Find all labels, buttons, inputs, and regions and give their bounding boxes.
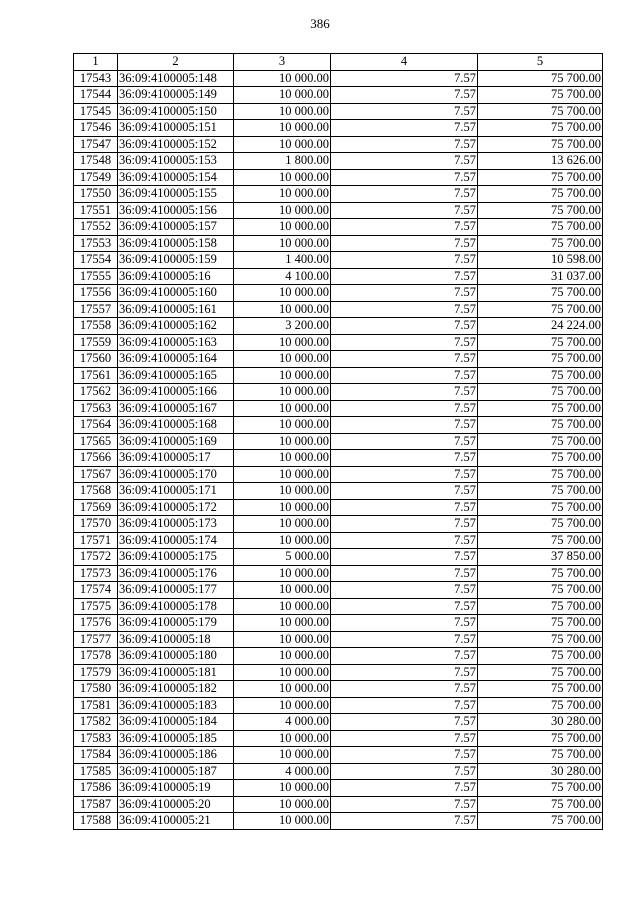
rate-cell: 7.57 [331, 87, 478, 104]
cadastral-number-cell: 36:09:4100005:157 [118, 219, 234, 236]
row-number-cell: 17553 [74, 235, 118, 252]
rate-cell: 7.57 [331, 598, 478, 615]
table-row [74, 483, 603, 500]
rate-cell: 7.57 [331, 532, 478, 549]
value-cell: 30 280.00 [478, 714, 603, 731]
row-number-cell: 17578 [74, 648, 118, 665]
value-cell: 75 700.00 [478, 780, 603, 797]
cadastral-number-cell: 36:09:4100005:172 [118, 499, 234, 516]
rate-cell: 7.57 [331, 631, 478, 648]
value-cell: 75 700.00 [478, 483, 603, 500]
row-number-cell: 17565 [74, 433, 118, 450]
row-number-cell: 17561 [74, 367, 118, 384]
table-row [74, 499, 603, 516]
rate-cell: 7.57 [331, 400, 478, 417]
value-cell: 75 700.00 [478, 433, 603, 450]
row-number-cell: 17544 [74, 87, 118, 104]
area-cell: 10 000.00 [234, 70, 331, 87]
area-cell: 10 000.00 [234, 450, 331, 467]
value-cell: 75 700.00 [478, 615, 603, 632]
table-row [74, 103, 603, 120]
area-cell: 10 000.00 [234, 780, 331, 797]
table-row [74, 87, 603, 104]
cadastral-number-cell: 36:09:4100005:159 [118, 252, 234, 269]
table-row [74, 648, 603, 665]
area-cell: 10 000.00 [234, 664, 331, 681]
area-cell: 4 000.00 [234, 763, 331, 780]
cadastral-number-cell: 36:09:4100005:173 [118, 516, 234, 533]
table-row [74, 334, 603, 351]
row-number-cell: 17570 [74, 516, 118, 533]
value-cell: 75 700.00 [478, 301, 603, 318]
area-cell: 10 000.00 [234, 334, 331, 351]
rate-cell: 7.57 [331, 730, 478, 747]
area-cell: 10 000.00 [234, 796, 331, 813]
value-cell: 75 700.00 [478, 351, 603, 368]
area-cell: 10 000.00 [234, 466, 331, 483]
table-row [74, 417, 603, 434]
value-cell: 75 700.00 [478, 103, 603, 120]
area-cell: 10 000.00 [234, 532, 331, 549]
cadastral-number-cell: 36:09:4100005:184 [118, 714, 234, 731]
column-header-5: 5 [478, 54, 603, 71]
row-number-cell: 17556 [74, 285, 118, 302]
rate-cell: 7.57 [331, 186, 478, 203]
row-number-cell: 17546 [74, 120, 118, 137]
rate-cell: 7.57 [331, 648, 478, 665]
area-cell: 10 000.00 [234, 483, 331, 500]
row-number-cell: 17585 [74, 763, 118, 780]
area-cell: 10 000.00 [234, 384, 331, 401]
cadastral-number-cell: 36:09:4100005:151 [118, 120, 234, 137]
cadastral-number-cell: 36:09:4100005:162 [118, 318, 234, 335]
table-row [74, 120, 603, 137]
rate-cell: 7.57 [331, 499, 478, 516]
cadastral-number-cell: 36:09:4100005:160 [118, 285, 234, 302]
area-cell: 10 000.00 [234, 169, 331, 186]
row-number-cell: 17573 [74, 565, 118, 582]
value-cell: 75 700.00 [478, 367, 603, 384]
table-row [74, 136, 603, 153]
row-number-cell: 17577 [74, 631, 118, 648]
value-cell: 75 700.00 [478, 796, 603, 813]
table-row [74, 318, 603, 335]
area-cell: 10 000.00 [234, 565, 331, 582]
area-cell: 10 000.00 [234, 235, 331, 252]
rate-cell: 7.57 [331, 120, 478, 137]
row-number-cell: 17572 [74, 549, 118, 566]
area-cell: 10 000.00 [234, 747, 331, 764]
value-cell: 75 700.00 [478, 202, 603, 219]
rate-cell: 7.57 [331, 70, 478, 87]
rate-cell: 7.57 [331, 384, 478, 401]
row-number-cell: 17547 [74, 136, 118, 153]
rate-cell: 7.57 [331, 351, 478, 368]
row-number-cell: 17586 [74, 780, 118, 797]
table-row [74, 153, 603, 170]
cadastral-number-cell: 36:09:4100005:168 [118, 417, 234, 434]
value-cell: 75 700.00 [478, 136, 603, 153]
row-number-cell: 17574 [74, 582, 118, 599]
value-cell: 10 598.00 [478, 252, 603, 269]
area-cell: 4 100.00 [234, 268, 331, 285]
rate-cell: 7.57 [331, 747, 478, 764]
value-cell: 75 700.00 [478, 384, 603, 401]
cadastral-number-cell: 36:09:4100005:161 [118, 301, 234, 318]
table-row [74, 301, 603, 318]
area-cell: 10 000.00 [234, 186, 331, 203]
table-row [74, 763, 603, 780]
rate-cell: 7.57 [331, 301, 478, 318]
column-header-4: 4 [331, 54, 478, 71]
row-number-cell: 17587 [74, 796, 118, 813]
cadastral-number-cell: 36:09:4100005:186 [118, 747, 234, 764]
cadastral-number-cell: 36:09:4100005:171 [118, 483, 234, 500]
cadastral-number-cell: 36:09:4100005:155 [118, 186, 234, 203]
page-number: 386 [310, 16, 330, 31]
rate-cell: 7.57 [331, 417, 478, 434]
value-cell: 30 280.00 [478, 763, 603, 780]
rate-cell: 7.57 [331, 664, 478, 681]
cadastral-number-cell: 36:09:4100005:178 [118, 598, 234, 615]
row-number-cell: 17567 [74, 466, 118, 483]
table-row [74, 70, 603, 87]
rate-cell: 7.57 [331, 681, 478, 698]
value-cell: 75 700.00 [478, 747, 603, 764]
cadastral-number-cell: 36:09:4100005:20 [118, 796, 234, 813]
table-row [74, 598, 603, 615]
cadastral-number-cell: 36:09:4100005:187 [118, 763, 234, 780]
cadastral-number-cell: 36:09:4100005:17 [118, 450, 234, 467]
table-row [74, 351, 603, 368]
rate-cell: 7.57 [331, 433, 478, 450]
cadastral-number-cell: 36:09:4100005:156 [118, 202, 234, 219]
rate-cell: 7.57 [331, 466, 478, 483]
table-row [74, 384, 603, 401]
value-cell: 37 850.00 [478, 549, 603, 566]
cadastral-number-cell: 36:09:4100005:18 [118, 631, 234, 648]
cadastral-number-cell: 36:09:4100005:163 [118, 334, 234, 351]
area-cell: 10 000.00 [234, 285, 331, 302]
column-header-3: 3 [234, 54, 331, 71]
table-row [74, 780, 603, 797]
header-row [74, 54, 603, 71]
area-cell: 10 000.00 [234, 136, 331, 153]
area-cell: 10 000.00 [234, 615, 331, 632]
value-cell: 75 700.00 [478, 169, 603, 186]
value-cell: 75 700.00 [478, 499, 603, 516]
area-cell: 10 000.00 [234, 598, 331, 615]
row-number-cell: 17566 [74, 450, 118, 467]
value-cell: 75 700.00 [478, 697, 603, 714]
value-cell: 75 700.00 [478, 648, 603, 665]
cadastral-number-cell: 36:09:4100005:180 [118, 648, 234, 665]
cadastral-number-cell: 36:09:4100005:176 [118, 565, 234, 582]
area-cell: 10 000.00 [234, 681, 331, 698]
row-number-cell: 17560 [74, 351, 118, 368]
area-cell: 10 000.00 [234, 516, 331, 533]
table-row [74, 714, 603, 731]
table-row [74, 219, 603, 236]
table-row [74, 615, 603, 632]
row-number-cell: 17543 [74, 70, 118, 87]
cadastral-number-cell: 36:09:4100005:164 [118, 351, 234, 368]
table-row [74, 664, 603, 681]
row-number-cell: 17549 [74, 169, 118, 186]
value-cell: 75 700.00 [478, 730, 603, 747]
table-row [74, 268, 603, 285]
cadastral-number-cell: 36:09:4100005:175 [118, 549, 234, 566]
cadastral-number-cell: 36:09:4100005:185 [118, 730, 234, 747]
value-cell: 75 700.00 [478, 466, 603, 483]
rate-cell: 7.57 [331, 219, 478, 236]
rate-cell: 7.57 [331, 483, 478, 500]
row-number-cell: 17554 [74, 252, 118, 269]
cadastral-number-cell: 36:09:4100005:170 [118, 466, 234, 483]
row-number-cell: 17545 [74, 103, 118, 120]
rate-cell: 7.57 [331, 565, 478, 582]
value-cell: 75 700.00 [478, 532, 603, 549]
row-number-cell: 17555 [74, 268, 118, 285]
area-cell: 10 000.00 [234, 301, 331, 318]
value-cell: 75 700.00 [478, 219, 603, 236]
table-row [74, 549, 603, 566]
area-cell: 1 800.00 [234, 153, 331, 170]
cadastral-number-cell: 36:09:4100005:149 [118, 87, 234, 104]
rate-cell: 7.57 [331, 516, 478, 533]
cadastral-number-cell: 36:09:4100005:181 [118, 664, 234, 681]
rate-cell: 7.57 [331, 235, 478, 252]
value-cell: 75 700.00 [478, 417, 603, 434]
table-row [74, 433, 603, 450]
table-body [74, 70, 603, 829]
row-number-cell: 17580 [74, 681, 118, 698]
area-cell: 5 000.00 [234, 549, 331, 566]
value-cell: 75 700.00 [478, 70, 603, 87]
rate-cell: 7.57 [331, 103, 478, 120]
table-row [74, 252, 603, 269]
rate-cell: 7.57 [331, 697, 478, 714]
value-cell: 75 700.00 [478, 285, 603, 302]
row-number-cell: 17569 [74, 499, 118, 516]
rate-cell: 7.57 [331, 367, 478, 384]
row-number-cell: 17581 [74, 697, 118, 714]
rate-cell: 7.57 [331, 813, 478, 830]
area-cell: 10 000.00 [234, 730, 331, 747]
rate-cell: 7.57 [331, 153, 478, 170]
row-number-cell: 17563 [74, 400, 118, 417]
cadastral-number-cell: 36:09:4100005:174 [118, 532, 234, 549]
register-table [73, 53, 603, 830]
table-row [74, 730, 603, 747]
area-cell: 10 000.00 [234, 400, 331, 417]
table-row [74, 796, 603, 813]
value-cell: 75 700.00 [478, 582, 603, 599]
row-number-cell: 17548 [74, 153, 118, 170]
area-cell: 10 000.00 [234, 499, 331, 516]
column-header-2: 2 [118, 54, 234, 71]
area-cell: 10 000.00 [234, 367, 331, 384]
cadastral-number-cell: 36:09:4100005:158 [118, 235, 234, 252]
area-cell: 10 000.00 [234, 219, 331, 236]
area-cell: 1 400.00 [234, 252, 331, 269]
cadastral-number-cell: 36:09:4100005:21 [118, 813, 234, 830]
table-row [74, 516, 603, 533]
value-cell: 31 037.00 [478, 268, 603, 285]
rate-cell: 7.57 [331, 202, 478, 219]
row-number-cell: 17559 [74, 334, 118, 351]
area-cell: 10 000.00 [234, 433, 331, 450]
area-cell: 10 000.00 [234, 87, 331, 104]
value-cell: 75 700.00 [478, 334, 603, 351]
rate-cell: 7.57 [331, 549, 478, 566]
value-cell: 75 700.00 [478, 813, 603, 830]
area-cell: 10 000.00 [234, 417, 331, 434]
row-number-cell: 17576 [74, 615, 118, 632]
cadastral-number-cell: 36:09:4100005:154 [118, 169, 234, 186]
row-number-cell: 17562 [74, 384, 118, 401]
table-row [74, 169, 603, 186]
column-header-1: 1 [74, 54, 118, 71]
value-cell: 75 700.00 [478, 400, 603, 417]
cadastral-number-cell: 36:09:4100005:152 [118, 136, 234, 153]
row-number-cell: 17583 [74, 730, 118, 747]
value-cell: 75 700.00 [478, 516, 603, 533]
row-number-cell: 17552 [74, 219, 118, 236]
value-cell: 75 700.00 [478, 235, 603, 252]
table-row [74, 631, 603, 648]
area-cell: 10 000.00 [234, 582, 331, 599]
table-row [74, 450, 603, 467]
cadastral-number-cell: 36:09:4100005:179 [118, 615, 234, 632]
area-cell: 10 000.00 [234, 648, 331, 665]
cadastral-number-cell: 36:09:4100005:177 [118, 582, 234, 599]
row-number-cell: 17551 [74, 202, 118, 219]
value-cell: 75 700.00 [478, 664, 603, 681]
cadastral-number-cell: 36:09:4100005:16 [118, 268, 234, 285]
table-row [74, 681, 603, 698]
row-number-cell: 17550 [74, 186, 118, 203]
cadastral-number-cell: 36:09:4100005:153 [118, 153, 234, 170]
value-cell: 75 700.00 [478, 450, 603, 467]
area-cell: 4 000.00 [234, 714, 331, 731]
row-number-cell: 17582 [74, 714, 118, 731]
value-cell: 13 626.00 [478, 153, 603, 170]
table-header [74, 54, 603, 71]
value-cell: 75 700.00 [478, 87, 603, 104]
value-cell: 75 700.00 [478, 598, 603, 615]
rate-cell: 7.57 [331, 714, 478, 731]
table-row [74, 202, 603, 219]
cadastral-number-cell: 36:09:4100005:148 [118, 70, 234, 87]
table-row [74, 367, 603, 384]
rate-cell: 7.57 [331, 252, 478, 269]
area-cell: 10 000.00 [234, 120, 331, 137]
rate-cell: 7.57 [331, 334, 478, 351]
area-cell: 3 200.00 [234, 318, 331, 335]
rate-cell: 7.57 [331, 582, 478, 599]
row-number-cell: 17575 [74, 598, 118, 615]
row-number-cell: 17568 [74, 483, 118, 500]
table-row [74, 400, 603, 417]
area-cell: 10 000.00 [234, 631, 331, 648]
table-row [74, 697, 603, 714]
value-cell: 75 700.00 [478, 681, 603, 698]
rate-cell: 7.57 [331, 169, 478, 186]
row-number-cell: 17579 [74, 664, 118, 681]
row-number-cell: 17557 [74, 301, 118, 318]
area-cell: 10 000.00 [234, 351, 331, 368]
table-row [74, 565, 603, 582]
cadastral-number-cell: 36:09:4100005:182 [118, 681, 234, 698]
table-row [74, 235, 603, 252]
cadastral-number-cell: 36:09:4100005:150 [118, 103, 234, 120]
rate-cell: 7.57 [331, 450, 478, 467]
cadastral-number-cell: 36:09:4100005:169 [118, 433, 234, 450]
value-cell: 75 700.00 [478, 120, 603, 137]
table-row [74, 813, 603, 830]
cadastral-number-cell: 36:09:4100005:165 [118, 367, 234, 384]
rate-cell: 7.57 [331, 763, 478, 780]
row-number-cell: 17558 [74, 318, 118, 335]
cadastral-number-cell: 36:09:4100005:166 [118, 384, 234, 401]
cadastral-number-cell: 36:09:4100005:167 [118, 400, 234, 417]
table-row [74, 582, 603, 599]
rate-cell: 7.57 [331, 796, 478, 813]
area-cell: 10 000.00 [234, 813, 331, 830]
rate-cell: 7.57 [331, 285, 478, 302]
row-number-cell: 17584 [74, 747, 118, 764]
row-number-cell: 17571 [74, 532, 118, 549]
rate-cell: 7.57 [331, 268, 478, 285]
cadastral-number-cell: 36:09:4100005:19 [118, 780, 234, 797]
rate-cell: 7.57 [331, 780, 478, 797]
value-cell: 24 224.00 [478, 318, 603, 335]
value-cell: 75 700.00 [478, 186, 603, 203]
area-cell: 10 000.00 [234, 202, 331, 219]
cadastral-number-cell: 36:09:4100005:183 [118, 697, 234, 714]
table-row [74, 466, 603, 483]
rate-cell: 7.57 [331, 615, 478, 632]
row-number-cell: 17588 [74, 813, 118, 830]
row-number-cell: 17564 [74, 417, 118, 434]
rate-cell: 7.57 [331, 136, 478, 153]
rate-cell: 7.57 [331, 318, 478, 335]
area-cell: 10 000.00 [234, 697, 331, 714]
table-row [74, 285, 603, 302]
table-row [74, 747, 603, 764]
table-row [74, 532, 603, 549]
value-cell: 75 700.00 [478, 565, 603, 582]
table-row [74, 186, 603, 203]
area-cell: 10 000.00 [234, 103, 331, 120]
value-cell: 75 700.00 [478, 631, 603, 648]
